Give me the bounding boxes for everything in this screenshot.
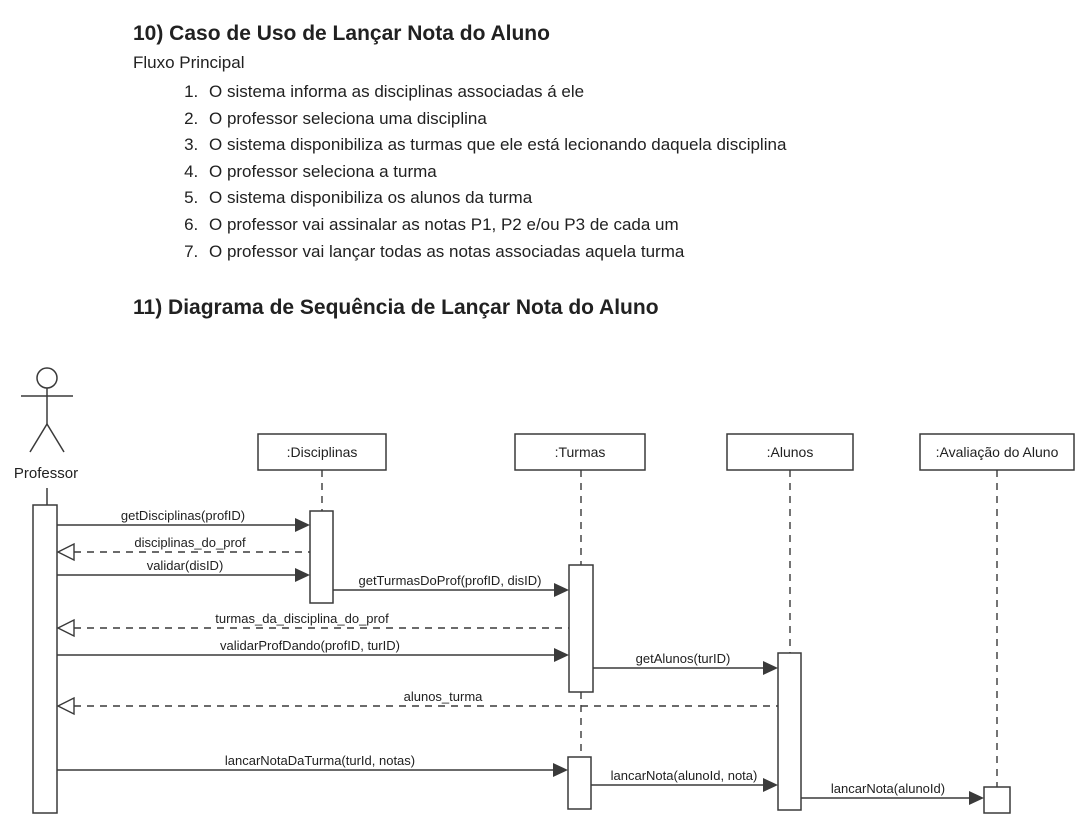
filled-arrowhead-icon: [554, 583, 569, 597]
activation-bar: [568, 757, 591, 809]
usecase-step: 6. O professor vai assinalar as notas P1, P2 e/ou P3 de cada um: [203, 212, 1086, 239]
usecase-step: 2. O professor seleciona uma disciplina: [203, 106, 1086, 133]
message-label: validar(disID): [146, 558, 224, 573]
sequence-diagram: [0, 350, 1086, 840]
filled-arrowhead-icon: [554, 648, 569, 662]
message-label: getAlunos(turID): [635, 651, 731, 666]
message-lancarnota-aluno: [591, 768, 778, 792]
message-label: lancarNota(alunoId, nota): [610, 768, 758, 783]
usecase-step: 5. O sistema disponibiliza os alunos da turma: [203, 185, 1086, 212]
message-validarprofdando: [57, 638, 569, 662]
message-lancarnota-avaliacao: [801, 781, 984, 805]
filled-arrowhead-icon: [969, 791, 984, 805]
usecase-document: [0, 0, 1086, 321]
message-alunos-turma: [58, 689, 778, 714]
flow-label: Fluxo Principal: [133, 53, 245, 72]
message-label: lancarNotaDaTurma(turId, notas): [224, 753, 416, 768]
filled-arrowhead-icon: [553, 763, 568, 777]
message-turmas-da-disciplina-do-prof: [58, 611, 569, 636]
actor-label: Professor: [13, 465, 79, 482]
filled-arrowhead-icon: [763, 661, 778, 675]
usecase-step: 4. O professor seleciona a turma: [203, 159, 1086, 186]
actor-icon: [21, 368, 73, 452]
message-label: turmas_da_disciplina_do_prof: [215, 611, 389, 626]
actor-professor: [14, 368, 78, 813]
activation-bar: [569, 565, 593, 692]
message-lancarnotadaturma: [57, 753, 568, 777]
filled-arrowhead-icon: [763, 778, 778, 792]
activation-bar: [984, 787, 1010, 813]
lifeline-turmas: [515, 434, 645, 809]
usecase-step: 1. O sistema informa as disciplinas associadas á ele: [203, 79, 1086, 106]
lifeline-avaliacao-do-aluno: [920, 434, 1074, 813]
open-arrowhead-icon: [58, 698, 74, 714]
message-label: alunos_turma: [403, 689, 483, 704]
message-getalunos: [593, 651, 778, 675]
lifeline-label: :Turmas: [554, 444, 606, 460]
message-label: getDisciplinas(profID): [120, 508, 246, 523]
open-arrowhead-icon: [58, 544, 74, 560]
message-disciplinas-do-prof: [58, 535, 310, 560]
lifeline-label: :Disciplinas: [286, 444, 358, 460]
message-getturmasdoprof: [333, 573, 569, 597]
message-label: validarProfDando(profID, turID): [220, 638, 400, 653]
activation-bar: [778, 653, 801, 810]
usecase-step: 7. O professor vai lançar todas as notas associadas aquela turma: [203, 239, 1086, 266]
message-getdisciplinas: [57, 508, 310, 532]
open-arrowhead-icon: [58, 620, 74, 636]
activation-bar: [310, 511, 333, 603]
message-label: disciplinas_do_prof: [134, 535, 246, 550]
message-validar: [57, 558, 310, 582]
message-label: getTurmasDoProf(profID, disID): [358, 573, 542, 588]
usecase-step: 3. O sistema disponibiliza as turmas que ele está lecionando daquela disciplina: [203, 132, 1086, 159]
filled-arrowhead-icon: [295, 568, 310, 582]
message-label: lancarNota(alunoId): [830, 781, 946, 796]
activation-bar: [33, 505, 57, 813]
lifeline-alunos: [727, 434, 853, 810]
lifeline-label: :Alunos: [766, 444, 814, 460]
diagram-heading: 11) Diagrama de Sequência de Lançar Nota do Aluno: [133, 296, 659, 320]
filled-arrowhead-icon: [295, 518, 310, 532]
lifeline-label: :Avaliação do Aluno: [935, 444, 1059, 460]
usecase-steps: [133, 79, 1086, 265]
usecase-heading: 10) Caso de Uso de Lançar Nota do Aluno: [133, 22, 550, 45]
